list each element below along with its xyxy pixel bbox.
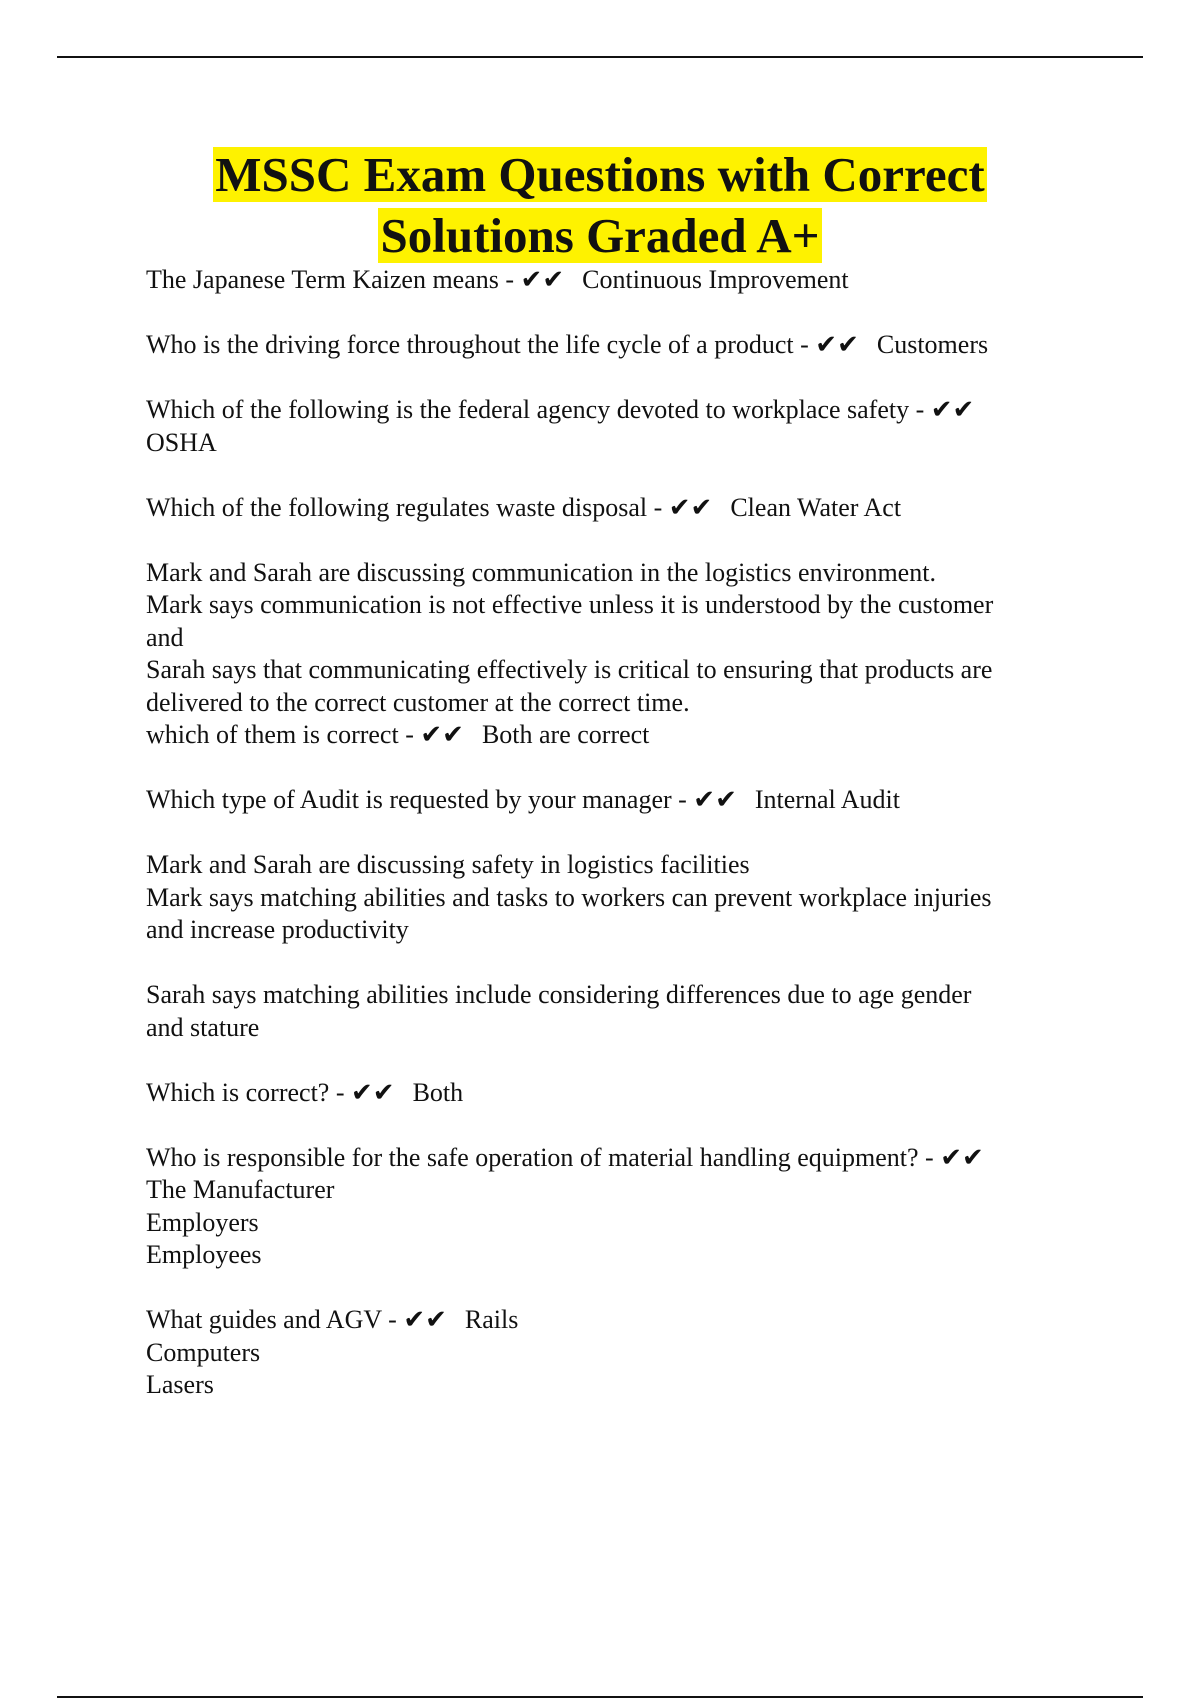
qa-item [146, 979, 1086, 1044]
check-mark-icon: ✔✔ [815, 330, 859, 359]
question-text: Which is correct? - [146, 1077, 345, 1107]
check-mark-icon: ✔✔ [351, 1077, 395, 1107]
answer-text: Employees [146, 1240, 262, 1269]
answer-text: Clean Water Act [730, 492, 902, 522]
qa-list [146, 264, 1086, 1434]
check-mark-icon: ✔✔ [940, 1142, 984, 1172]
qa-item [146, 849, 1086, 947]
answer-text: Both [412, 1077, 464, 1107]
answer-text: Lasers [146, 1370, 214, 1399]
answer-text: Customers [876, 330, 989, 359]
answer-text: Internal Audit [754, 785, 901, 814]
question-line: delivered to the correct customer at the correct time. [146, 687, 690, 717]
question-line: Mark and Sarah are discussing safety in logistics facilities [146, 850, 750, 879]
check-mark-icon: ✔✔ [693, 785, 737, 814]
question-text: which of them is correct - [146, 720, 414, 749]
page-title [60, 144, 1140, 266]
qa-item [146, 492, 1086, 525]
check-mark-icon: ✔✔ [668, 492, 713, 522]
qa-item [146, 1077, 1086, 1110]
check-mark-icon: ✔✔ [520, 265, 565, 294]
check-mark-icon: ✔✔ [420, 720, 464, 749]
qa-item [146, 557, 1086, 752]
title-line-2: Solutions Graded A+ [380, 208, 820, 263]
check-mark-icon: ✔✔ [930, 395, 975, 424]
question-line: and stature [146, 1012, 260, 1042]
bottom-rule [57, 1696, 1143, 1698]
qa-item [146, 394, 1086, 459]
question-line: Mark says matching abilities and tasks to workers can prevent workplace injuries [146, 882, 992, 912]
question-line: and increase productivity [146, 915, 409, 944]
question-text: Which of the following is the federal agency devoted to workplace safety - [146, 395, 925, 424]
answer-text: Both are correct [481, 720, 650, 749]
question-line: Mark says communication is not effective unless it is understood by the customer [146, 590, 994, 619]
question-line: Sarah says matching abilities include considering differences due to age gender [146, 980, 972, 1009]
qa-item [146, 1304, 1086, 1402]
check-mark-icon: ✔✔ [403, 1305, 447, 1334]
question-line: and [146, 622, 184, 652]
answer-text: The Manufacturer [146, 1175, 335, 1204]
question-text: The Japanese Term Kaizen means - [146, 265, 515, 294]
question-text: Who is responsible for the safe operation of material handling equipment? - [146, 1142, 934, 1172]
answer-text: Continuous Improvement [582, 265, 849, 294]
question-text: What guides and AGV - [146, 1305, 397, 1334]
top-rule [57, 56, 1143, 58]
question-line: Sarah says that communicating effectively is critical to ensuring that products are [146, 655, 993, 684]
answer-text: Computers [146, 1337, 261, 1367]
question-text: Who is the driving force throughout the life cycle of a product - [146, 330, 809, 359]
title-line-1: MSSC Exam Questions with Correct [215, 147, 985, 202]
question-text: Which of the following regulates waste disposal - [146, 492, 663, 522]
answer-text: Rails [464, 1305, 519, 1334]
qa-item [146, 1142, 1086, 1272]
answer-text: OSHA [146, 427, 217, 457]
qa-item [146, 329, 1086, 362]
answer-text: Employers [146, 1207, 259, 1237]
qa-item [146, 784, 1086, 817]
question-text: Which type of Audit is requested by your manager - [146, 785, 687, 814]
qa-item [146, 264, 1086, 297]
question-line: Mark and Sarah are discussing communication in the logistics environment. [146, 557, 936, 587]
